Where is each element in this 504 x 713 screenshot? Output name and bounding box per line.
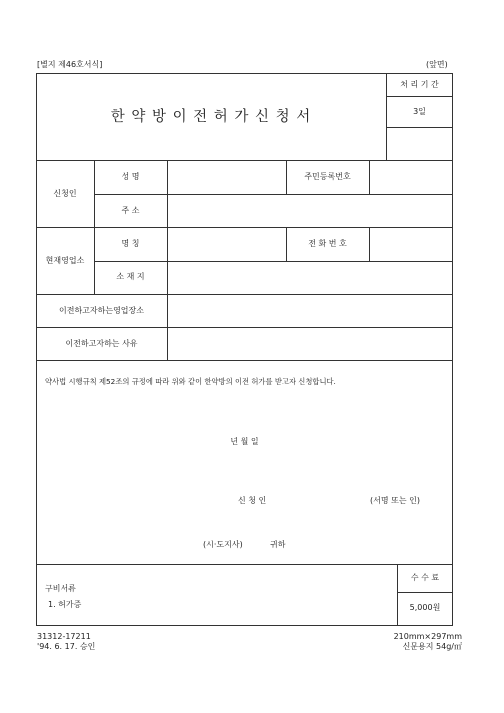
name-label: 성 명 xyxy=(121,172,140,181)
business-title-label: 명 칭 xyxy=(121,239,140,248)
application-statement: 약사법 시행규칙 제52조의 규정에 따라 위와 같이 한약방의 이전 허가를 받고자 신청합니다. xyxy=(45,377,336,386)
processing-period-label: 처 리 기 간 xyxy=(400,80,439,89)
current-business-section-label: 현재영업소 xyxy=(45,256,85,265)
recipient-suffix: 귀하 xyxy=(270,540,286,549)
processing-period-value: 3일 xyxy=(413,107,426,116)
relocation-reason-field[interactable] xyxy=(168,328,453,360)
fee-value: 5,000원 xyxy=(409,603,441,612)
resident-id-label: 주민등록번호 xyxy=(304,172,351,181)
approval-date: '94. 6. 17. 승인 xyxy=(37,642,96,651)
divider-processing-header xyxy=(386,96,453,97)
divider-reason-bottom xyxy=(36,360,453,361)
location-label: 소 재 지 xyxy=(116,272,145,281)
relocation-target-field[interactable] xyxy=(168,295,453,327)
business-title-field[interactable] xyxy=(168,228,286,261)
divider-fee-mid xyxy=(397,592,453,593)
location-field[interactable] xyxy=(168,262,453,294)
applicant-signature-label: 신 청 인 xyxy=(238,496,267,505)
divider-statement-bottom xyxy=(36,564,453,565)
name-field[interactable] xyxy=(168,161,286,194)
required-documents-heading: 구비서류 xyxy=(45,584,76,593)
signature-note: (서명 또는 인) xyxy=(370,496,420,505)
paper-size: 210mm×297mm xyxy=(393,632,462,641)
applicant-section-label: 신청인 xyxy=(53,189,77,198)
form-number: [별지 제46호서식] xyxy=(37,60,103,69)
relocation-target-label: 이전하고자하는영업장소 xyxy=(58,306,144,315)
paper-type: 신문용지 54g/㎡ xyxy=(402,642,462,651)
relocation-reason-label: 이전하고자하는 사유 xyxy=(65,339,138,348)
fee-label: 수 수 료 xyxy=(410,573,440,582)
required-document-item: 1. 허가증 xyxy=(48,600,82,609)
resident-id-field[interactable] xyxy=(370,161,453,194)
address-label: 주 소 xyxy=(121,206,140,215)
form-code: 31312-17211 xyxy=(37,632,91,641)
date-line: 년 월 일 xyxy=(230,437,259,446)
recipient-authority: (시·도지사) xyxy=(203,540,243,549)
address-field[interactable] xyxy=(168,195,453,227)
form-title: 한 약 방 이 전 허 가 신 청 서 xyxy=(110,109,312,125)
phone-label: 전 화 번 호 xyxy=(308,239,347,248)
phone-field[interactable] xyxy=(370,228,453,261)
divider-processing-value xyxy=(386,127,453,128)
page-side-label: (앞면) xyxy=(426,60,448,69)
